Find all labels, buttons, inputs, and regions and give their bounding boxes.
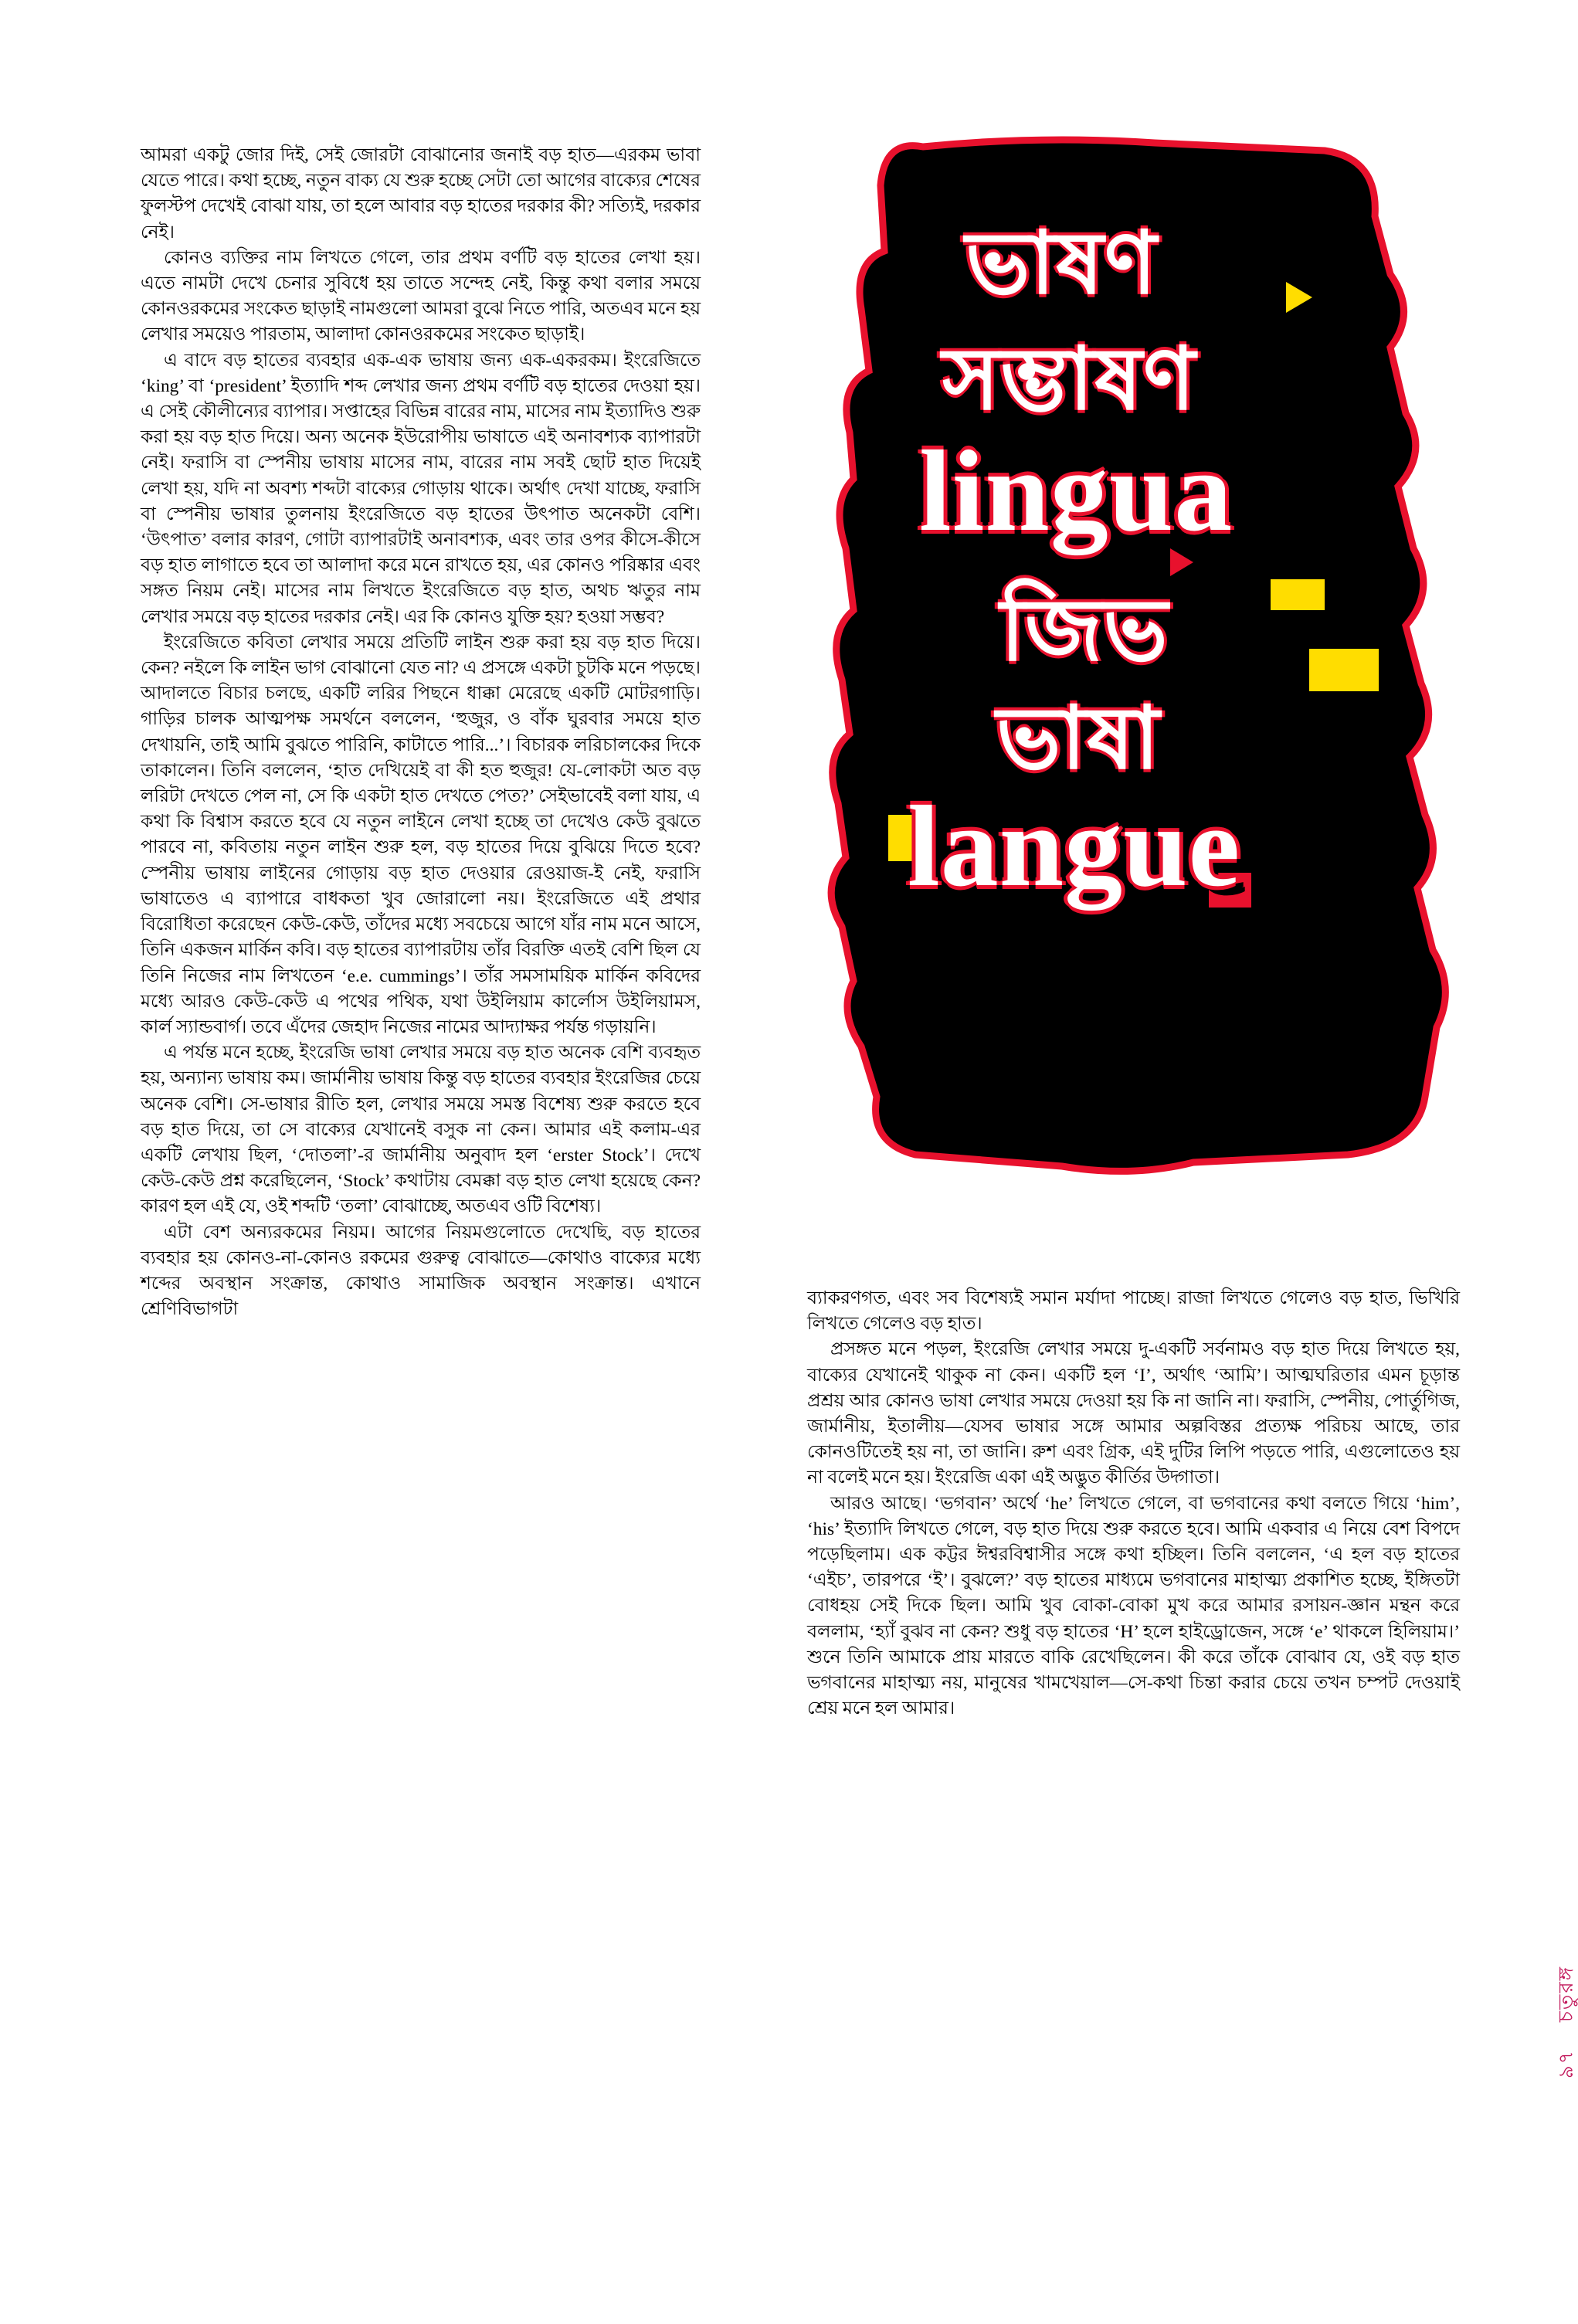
poster-line-6: langue (908, 782, 1241, 911)
poster-line-1: ভাষণ (965, 215, 1158, 311)
paragraph: ব্যাকরণগত, এবং সব বিশেষ্যই সমান মর্যাদা পাচ্ছে। রাজা লিখতে গেলেও বড় হাত, ভিখিরি লিখতে গেলেও বড় হাত। (807, 1288, 1460, 1335)
poster-text-layer (807, 116, 1471, 1251)
artwork-region (807, 116, 1471, 1259)
lingua-langue-poster (807, 116, 1471, 1251)
paragraph: এ পর্যন্ত মনে হচ্ছে, ইংরেজি ভাষা লেখার সময়ে বড় হাত অনেক বেশি ব্যবহৃত হয়, অন্যান্য ভাষায় কম। জার্মানীয় ভাষায় কিন্তু বড় হাতের ব্যবহার ইংরেজির চেয়ে অনেক বেশি। সে-ভাষার রীতি হল, লেখার সময়ে সমস্ত বিশেষ্য শুরু করতে হবে বড় হাত দিয়ে, তা সে বাক্যের যেখানেই বসুক না কেন। আমার এই কলাম-এর একটি লেখায় ছিল, ‘দোতলা’-র জার্মানীয় অনুবাদ হল ‘erster Stock’। দেখে কেউ-কেউ প্রশ্ন করেছিলেন, ‘Stock’ কথাটায় বেমক্কা বড় হাত লেখা হয়েছে কেন? কারণ হল এই যে, ওই শব্দটি ‘তলা’ বোঝাচ্ছে, অতএব ওটি বিশেষ্য। (141, 1043, 701, 1217)
paragraph: কোনও ব্যক্তির নাম লিখতে গেলে, তার প্রথম বর্ণটি বড় হাতের লেখা হয়। এতে নামটা দেখে চেনার সুবিধে হয় তাতে সন্দেহ নেই, কিন্তু কথা বলার সময়ে কোনওরকমের সংকেত ছাড়াই নামগুলো আমরা বুঝে নিতে পারি, অতএব মনে হয় লেখার সময়েও পারতাম, আলাদা কোনওরকমের সংকেত ছাড়াই। (141, 247, 701, 345)
paragraph: এটা বেশ অন্যরকমের নিয়ম। আগের নিয়মগুলোতে দেখেছি, বড় হাতের ব্যবহার হয় কোনও-না-কোনও রকমের গুরুত্ব বোঝাতে—কোথাও বাক্যের মধ্যে শব্দের অবস্থান সংক্রান্ত, কোথাও সামাজিক অবস্থান সংক্রান্ত। এখানে শ্রেণিবিভাগটা (141, 1222, 701, 1320)
poster-line-2: সম্ভাষণ (942, 331, 1196, 427)
paragraph: এ বাদে বড় হাতের ব্যবহার এক-এক ভাষায় জন্য এক-একরকম। ইংরেজিতে ‘king’ বা ‘president’ ইত্যাদি শব্দ লেখার জন্য প্রথম বর্ণটি বড় হাতের দেওয়া হয়। এ সেই কৌলীন্যের ব্যাপার। সপ্তাহের বিভিন্ন বারের নাম, মাসের নাম ইত্যাদিও শুরু করা হয় বড় হাত দিয়ে। অন্য অনেক ইউরোপীয় ভাষাতে এই অনাবশ্যক ব্যাপারটা নেই। ফরাসি বা স্পেনীয় ভাষায় মাসের নাম, বারের নাম সবই ছোট হাত দিয়েই লেখা হয়, যদি না অবশ্য শব্দটা বাক্যের গোড়ায় থাকে। অর্থাৎ দেখা যাচ্ছে, ফরাসি বা স্পেনীয় ভাষার তুলনায় ইংরেজিতে বড় হাতের উৎপাত অনেকটা বেশি। ‘উৎপাত’ বলার কারণ, গোটা ব্যাপারটাই অনাবশ্যক, এবং তার ওপর কীসে-কীসে বড় হাত লাগাতে হবে তা আলাদা করে মনে রাখতে হয়, এর কোনও পরিষ্কার এবং সঙ্গত নিয়ম নেই। মাসের নাম লিখতে ইংরেজিতে বড় হাত, অথচ ঋতুর নাম লেখার সময়ে বড় হাতের দরকার নেই। এর কি কোনও যুক্তি হয়? হওয়া সম্ভব? (141, 350, 701, 627)
paragraph: ইংরেজিতে কবিতা লেখার সময়ে প্রতিটি লাইন শুরু করা হয় বড় হাত দিয়ে। কেন? নইলে কি লাইন ভাগ বোঝানো যেত না? এ প্রসঙ্গে একটা চুটকি মনে পড়ছে। আদালতে বিচার চলছে, একটি লরির পিছনে ধাক্কা মেরেছে একটি মোটরগাড়ি। গাড়ির চালক আত্মপক্ষ সমর্থনে বললেন, ‘হুজুর, ও বাঁক ঘুরবার সময়ে হাত দেখায়নি, তাই আমি বুঝতে পারিনি, কাটাতে পারি...’। বিচারক লরিচালকের দিকে তাকালেন। তিনি বললেন, ‘হাত দেখিয়েই বা কী হত হুজুর! যে-লোকটা অত বড় লরিটা দেখতে পেল না, সে কি একটা হাত দেখতে পেত?’ সেইভাবেই বলা যায়, এ কথা কি বিশ্বাস করতে হবে যে নতুন লাইনে লেখা হচ্ছে তা দেখেও কেউ বুঝতে পারবে না, কবিতায় নতুন লাইন শুরু হল, বড় হাতের দিয়ে বুঝিয়ে দিতে হবে? স্পেনীয় ভাষায় লাইনের গোড়ায় বড় হাত দেওয়ার রেওয়াজ-ই নেই, ফরাসি ভাষাতেও এ ব্যাপারে বাধকতা খুব জোরালো নয়। ইংরেজিতে এই প্রথার বিরোধিতা করেছেন কেউ-কেউ, তাঁদের মধ্যে সবচেয়ে আগে যাঁর নাম মনে আসে, তিনি একজন মার্কিন কবি। বড় হাতের ব্যাপারটায় তাঁর বিরক্তি এতই বেশি ছিল যে তিনি নিজের নাম লিখতেন ‘e.e. cummings’। তাঁর সমসাময়িক মার্কিন কবিদের মধ্যে আরও কেউ-কেউ এ পথের পথিক, যথা উইলিয়াম কার্লোস উইলিয়ামস, কার্ল স্যান্ডবার্গ। তবে এঁদের জেহাদ নিজের নামের আদ্যাক্ষর পর্যন্ত গড়ায়নি। (141, 632, 701, 1037)
page-folio (1550, 1966, 1578, 2078)
paragraph: আমরা একটু জোর দিই, সেই জোরটা বোঝানোর জনাই বড় হাত—এরকম ভাবা যেতে পারে। কথা হচ্ছে, নতুন বাক্য যে শুরু হচ্ছে সেটা তো আগের বাক্যের শেষের ফুলস্টপ দেখেই বোঝা যায়, তা হলে আবার বড় হাতের দরকার কী? সত্যিই, দরকার নেই। (141, 145, 701, 243)
poster-line-4: জিভ (1000, 582, 1169, 678)
page-number: ৯৭ (1554, 2049, 1577, 2079)
paragraph: আরও আছে। ‘ভগবান’ অর্থে ‘he’ লিখতে গেলে, বা ভগবানের কথা বলতে গিয়ে ‘him’, ‘his’ ইত্যাদি লিখতে গেলে, বড় হাত দিয়ে শুরু করতে হবে। আমি একবার এ নিয়ে বেশ বিপদে পড়েছিলাম। এক কট্টর ঈশ্বরবিশ্বাসীর সঙ্গে কথা হচ্ছিল। তিনি বললেন, ‘এ হল বড় হাতের ‘এইচ’, তারপরে ‘ই’। বুঝলে?’ বড় হাতের মাধ্যমে ভগবানের মাহাত্ম্য প্রকাশিত হচ্ছে, ইঙ্গিতটা বোধহয় সেই দিকে ছিল। আমি খুব বোকা-বোকা মুখ করে আমার রসায়ন-জ্ঞান মন্থন করে বললাম, ‘হ্যাঁ বুঝব না কেন? শুধু বড় হাতের ‘H’ হলে হাইড্রোজেন, সঙ্গে ‘e’ থাকলে হিলিয়াম।’ শুনে তিনি আমাকে প্রায় মারতে বাকি রেখেছিলেন। কী করে তাঁকে বোঝাব যে, ওই বড় হাত ভগবানের মাহাত্ম্য নয়, মানুষের খামখেয়াল—সে-কথা চিন্তা করার চেয়ে তখন চম্পট দেওয়াই শ্রেয় মনে হল আমার। (807, 1493, 1460, 1719)
right-text-column (807, 1286, 1460, 1722)
folio-label: চতুরঙ্গ (1554, 1966, 1577, 2023)
left-text-column (141, 143, 701, 1322)
poster-line-3: lingua (919, 427, 1234, 555)
poster-line-5: ভাষা (996, 690, 1161, 786)
paragraph: প্রসঙ্গত মনে পড়ল, ইংরেজি লেখার সময়ে দু-একটি সর্বনামও বড় হাত দিয়ে লিখতে হয়, বাক্যের যেখানেই থাকুক না কেন। একটি হল ‘I’, অর্থাৎ ‘আমি’। আত্মঘরিতার এমন চূড়ান্ত প্রশ্রয় আর কোনও ভাষা লেখার সময়ে দেওয়া হয় কি না জানি না। ফরাসি, স্পেনীয়, পোর্তুগিজ, জার্মানীয়, ইতালীয়—যেসব ভাষার সঙ্গে আমার অল্পবিস্তর প্রত্যক্ষ পরিচয় আছে, তার কোনওটিতেই হয় না, তা জানি। রুশ এবং গ্রিক, এই দুটির লিপি পড়তে পারি, এগুলোতেও হয় না বলেই মনে হয়। ইংরেজি একা এই অদ্ভুত কীর্তির উদ্গাতা। (807, 1339, 1460, 1488)
